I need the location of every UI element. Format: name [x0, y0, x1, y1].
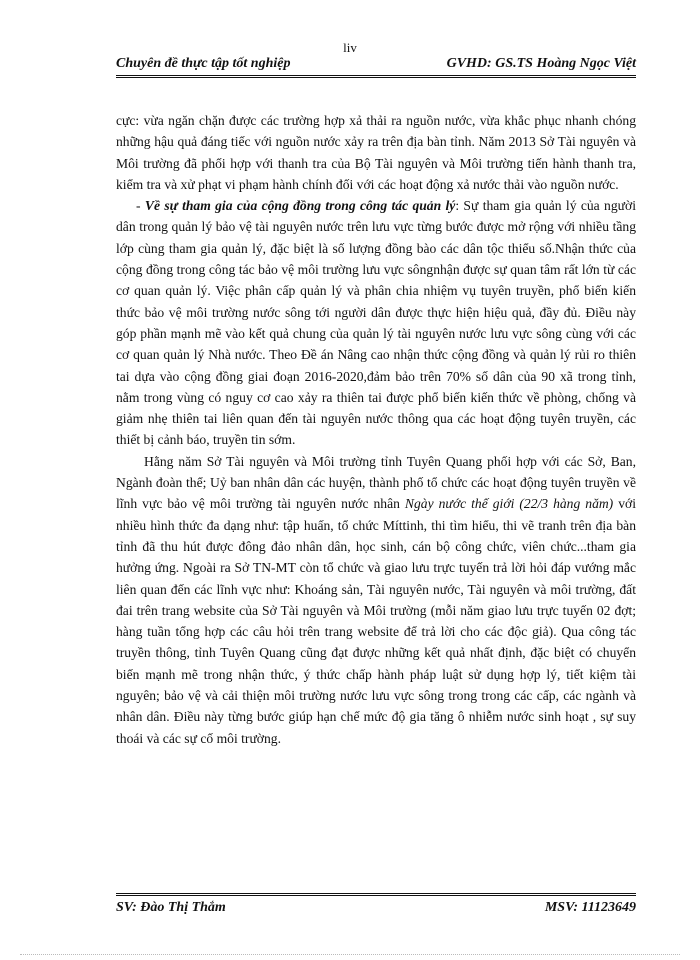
page-edge-divider — [20, 954, 680, 955]
paragraph-2 — [116, 195, 636, 451]
paragraph-2-bullet: - — [136, 198, 145, 214]
paragraph-3-text-b: với nhiều hình thức đa dạng như: tập huấn, tổ chức Míttinh, thi tìm hiểu, thi vẽ tranh trên địa bàn tỉnh đã thu hút được đông đảo nhân dân, học sinh, cán bộ công chức, viên chức...tham gia hưởng ứng. Ngoài ra Sở TN-MT còn tổ chức và giao lưu trực tuyến trả lời hỏi đáp vướng mắc liên quan đến các lĩnh vực như: Khoáng sản, Tài nguyên nước, Tài nguyên và môi trường, đất đai trên trang website của Sở Tài nguyên và Môi trường (mỗi năm giao lưu trực tuyến 02 đợt; hàng tuần tổng hợp các câu hỏi trên trang website để trả lời cho các độc giả). Qua công tác truyền thông, tỉnh Tuyên Quang cũng đạt được những kết quả nhất định, đặc biệt có chuyển biến mạnh mẽ trong nhận thức, ý thức chấp hành pháp luật sử dụng hợp lý, tiết kiệm tài nguyên; bảo vệ và cải thiện môi trường nước lưu vực sông trong trong các cấp, các ngành và nhân dân. Điều này từng bước giúp hạn chế mức độ gia tăng ô nhiễm nước sinh hoạt , sự suy thoái và các sự cố môi trường. — [116, 496, 636, 746]
paragraph-2-text: : Sự tham gia quản lý của người dân trong quản lý bảo vệ tài nguyên nước trên lưu vực từng bước được mở rộng với nhiều tầng lớp cùng tham gia quản lý, đặc biệt là số lượng đồng bào các dân tộc thiểu số.Nhận thức của cộng đồng trong công tác bảo vệ môi trường lưu vực sôngnhận được sự quan tâm rất lớn từ các cơ quan quản lý. Việc phân cấp quản lý và phân chia nhiệm vụ tuyên truyền, phổ biến kiến thức bảo vệ môi trường nước sông tới người dân được thực hiện hiệu quả, đầy đủ. Điều này góp phần mạnh mẽ vào kết quả chung của quản lý tài nguyên nước lưu vực sông cùng với các cơ quan quản lý Nhà nước. Theo Đề án Nâng cao nhận thức cộng đồng và quản lý rủi ro thiên tai dựa vào cộng đồng giai đoạn 2016-2020,đảm bảo trên 70% số dân của 90 xã trong tỉnh, nằm trong vùng có nguy cơ cao xảy ra thiên tai được phổ biến kiến thức về phòng, chống và giảm nhẹ thiên tai liên quan đến tài nguyên nước thông qua các hoạt động tuyên truyền, các thiết bị cảnh báo, truyền tin sớm. — [116, 198, 636, 448]
document-body — [116, 110, 636, 749]
paragraph-3 — [116, 451, 636, 749]
page-number: liv — [343, 40, 357, 55]
header-title: Chuyên đề thực tập tốt nghiệp — [116, 56, 291, 71]
paragraph-2-heading: Về sự tham gia của cộng đồng trong công tác quản lý — [144, 198, 456, 214]
page-header — [116, 56, 636, 78]
paragraph-3-italic: Ngày nước thế giới (22/3 hàng năm) — [404, 496, 614, 512]
footer-student: SV: Đào Thị Thắm — [116, 900, 226, 915]
header-advisor: GVHD: GS.TS Hoàng Ngọc Việt — [446, 56, 636, 71]
paragraph-3-text-a: Hằng năm Sở Tài nguyên và Môi trường tỉnh Tuyên Quang phối hợp với các Sở, Ban, Ngành đoàn thể; Uỷ ban nhân dân các huyện, thành phố tổ chức các hoạt động tuyên truyền về lĩnh vực bảo vệ môi trường tài nguyên nước nhân — [116, 453, 636, 512]
paragraph-1: cực: vừa ngăn chặn được các trường hợp xả thải ra nguồn nước, vừa khắc phục nhanh chóng những hậu quả đáng tiếc với nguồn nước xảy ra trên địa bàn tỉnh. Năm 2013 Sở Tài nguyên và Môi trường đã phối hợp với thanh tra của Bộ Tài nguyên và Môi trường tiến hành thanh tra, kiểm tra và xử phạt vi phạm hành chính đối với các hoạt động xả nước thải vào nguồn nước. — [116, 113, 636, 192]
page-footer — [116, 893, 636, 916]
footer-student-id: MSV: 11123649 — [544, 900, 636, 915]
